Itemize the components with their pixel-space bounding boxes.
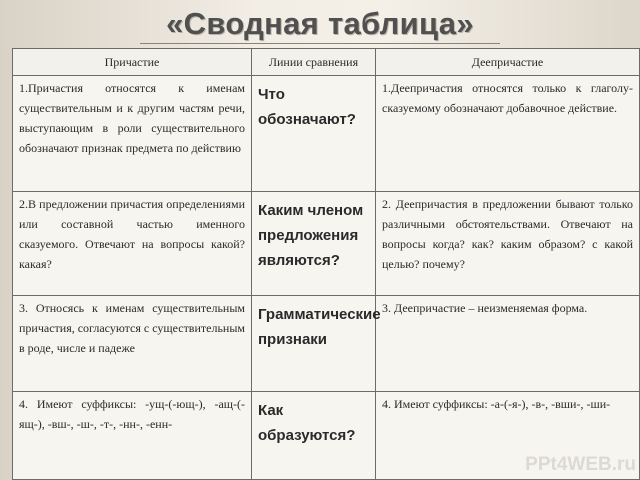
comparison-cell: Что обозначают?: [252, 76, 376, 192]
header-adverbial-participle: Деепричастие: [376, 49, 640, 76]
comparison-cell: Грамматические признаки: [252, 296, 376, 392]
participle-cell: 1.Причастия относятся к именам существительным и к другим частям речи, выступающим в роли существительного обозначают признак предмета по действию: [13, 76, 252, 192]
adverbial-participle-cell: 1.Деепричастия относятся только к глаголу-сказуемому обозначают добавочное действие.: [376, 76, 640, 192]
participle-cell: 2.В предложении причастия определениями или составной частью именного сказуемого. Отвечают на вопросы какой? какая?: [13, 192, 252, 296]
header-comparison-lines: Линии сравнения: [252, 49, 376, 76]
summary-table: [12, 48, 640, 480]
adverbial-participle-cell: 3. Деепричастие – неизменяемая форма.: [376, 296, 640, 392]
comparison-cell: Каким членом предложения являются?: [252, 192, 376, 296]
comparison-cell: Как образуются?: [252, 392, 376, 480]
table-row: [13, 296, 640, 392]
table-row: [13, 76, 640, 192]
adverbial-participle-cell: 4. Имеют суффиксы: -а-(-я-), -в-, -вши-, -ши-: [376, 392, 640, 480]
table-header-row: [13, 49, 640, 76]
watermark: PPt4WEB.ru: [525, 454, 636, 475]
header-participle: Причастие: [13, 49, 252, 76]
adverbial-participle-cell: 2. Деепричастия в предложении бывают только различными обстоятельствами. Отвечают на вопросы когда? как? каким образом? с какой целью? почему?: [376, 192, 640, 296]
title-underline: [140, 43, 500, 44]
participle-cell: 3. Относясь к именам существительным причастия, согласуются с существительным в роде, числе и падеже: [13, 296, 252, 392]
participle-cell: 4. Имеют суффиксы: -ущ-(-ющ-), -ащ-(-ящ-), -вш-, -ш-, -т-, -нн-, -енн-: [13, 392, 252, 480]
table-row: [13, 192, 640, 296]
slide-title: «Сводная таблица»: [166, 6, 474, 41]
